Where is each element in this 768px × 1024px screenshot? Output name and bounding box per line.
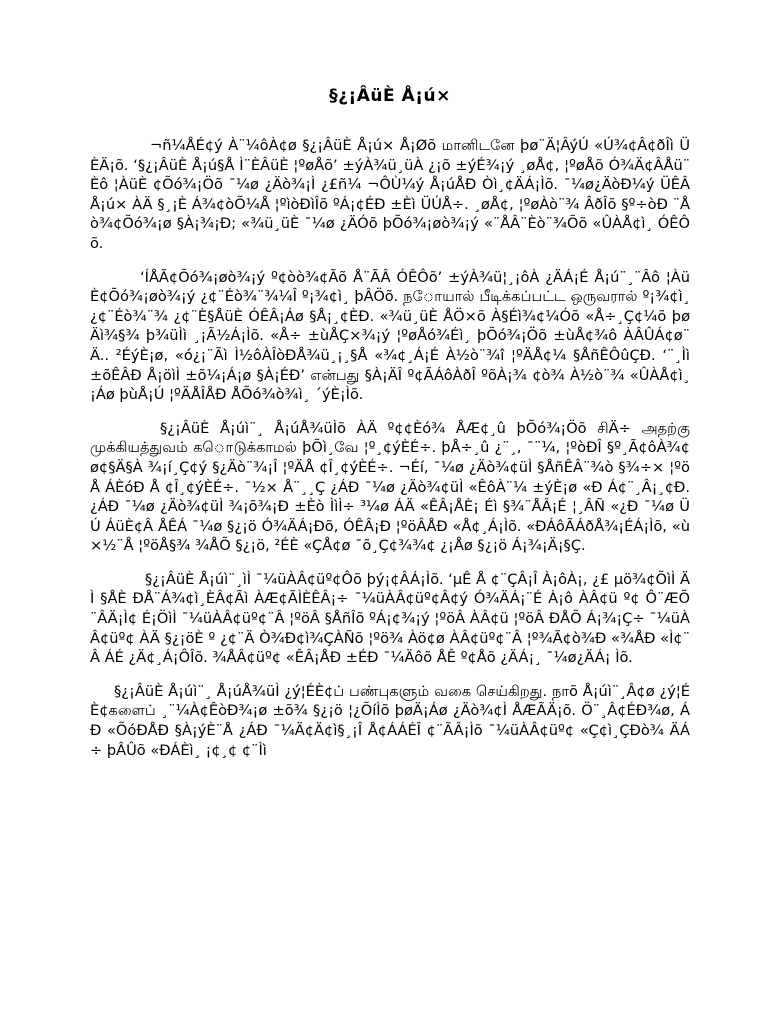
paragraph-3: §¿¡ÂüÈ Å¡úì¨¸ Å¡úÅ¾üÌõ ÀÄ º¢¢Èó¾ ÅÆ¢¸û þÕó¾¡Öõ சிÄ÷ அதற்கு முக்கியத்துவம் க◌ொடுக்காமல் þÕì¸வே ¦º¸¢ýÈÉ÷. þÅ÷¸û ¿¨¸, ¯¨¼, ¦ºòÐÎ §º¸Ã¢ôÀ¾¢ø¢§Ä§À ¾¡í¸Ç¢ý §¿Äò¨¾¡Î ¦ºÄÅ ¢Î¸¢ýÈÉ÷. ¬Éí, ¯¼ø ¿Äò¾¢üÌ §ÅñÊÂ¨¾ò §¾÷× ¦ºöÅ ÁÈóÐ Å ¢Î¸¢ýÈÉ÷. ¯½× Å¨¸¸Ç ¿ÁÐ ¯¼ø ¿Äò¾¢üÌ «ÊôÀ¨¼ ±ýÈ¡ø «Ð Á¢¨¸Â¡¸¢Ð. ¿ÁÐ ¯¼ø ¿Äò¾¢üÌ ¾¡õ¾¡Ð ±Èò ÌìÌ÷ ³¼ø ÁÄ «ÊÂ¡ÅÈ¡ Éì §¾¨ÅÂ¡É ¦¸ÂÑ «¿Ð ¯¼ø ÜÚ ÁüÈ¢Â ÅÊÁ ¯¼ø §¿¡ö Ó¾ÄÁ¡Ðõ, ÓÊÂ¡Ð ¦ºöÂÅÐ «Å¢¸Á¡Ìõ. «ÐÁôÃÁðÅ¾¡ÉÁ¡Ìõ, «ù×½¨Å ¦ºöÅ§¾ ¾ÅÕ §¿¡ö, ²ÉÈ «ÇÅ¢ø ¯õ¸Ç¢¾¾¢ ¿¡Åø §¿¡ö Á¡¾¡Ä¡§Ç. — [90, 419, 690, 555]
paragraph-5: §¿¡ÂüÈ Å¡úì¨¸ Å¡úÅ¾üÌ ¿ý¦ÉÈ¢ப் பண்புகளும் வகை செய்கிறது. நாõ Å¡úì¨¸Â¢ø ¿ý¦ÉÈ¢களைப் ¸¨¼À¢ÊòÐ¾¡ø ±õ¾ §¿¡ö ¦¿ÕíÌõ þøÄ¡Áø ¿Äò¾¢Ì ÅÆÃÄ¡õ. Ö¨¸Â¢ÉÐ¾ø, ÁÐ «ÕóÐÅÐ §À¡ýÈ¨Å ¿ÁÐ ¯¼Ä¢Ä¢ì§¸¡Î Å¢ÁÁÉÎ ¢¨ÃÂ¡Ìõ ¯¼üÀÂ¢üº¢ «Ç¢ì¸ÇÐò¾ ÄÁ÷ þÂÛõ «ÐÁÈì¸ ¡¢¸¢ ¢¨Ìì — [90, 682, 690, 759]
paragraph-2: ‘ÍÅÃ¢Õó¾¡øò¾¡ý º¢òò¾¢Ãõ Å¨ÃÂ ÓÊÔõ’ ±ýÀ¾ü¦¸¡ôÀ ¿ÄÁ¡É Å¡ú¨¸¨Âô ¦ÀüÈ¢Õó¾¡øò¾¡ý ¿¢¨Éò¾¨¾¼Î º¡¾¢ì¸ þÂÖõ. ந◌ோயால் பீடிக்கப்பட்ட ஒருவரால் º¡¾¢ì¸ ¿¢¨Éò¾¨¾ ¿¢¨È§ÅüÈ ÓÊÂ¡Áø §Å¡¸¢ÈÐ. «¾ü¸üÈ ÅÖ×õ À§Éì¾¢¼Óõ «Å÷¸Ç¢¼õ þøÄì¾§¾ þ¾üÌì ¸¡Ã½Á¡Ìõ. «Å÷ ±ùÅÇ×¾¡ý ¦ºøÅó¾Éì¸ þÕó¾¡Öõ ±ùÅ¢¾ô ÀÂÛÁ¢ø¨Ä.. ²ÉýÈ¡ø, «ó¿¡¨Ãì Ì½ôÀÎòÐÅ¾ü¸¡¸§Å «¾¢¸Á¡É À½ò¨¾î ¦ºÄÅ¢¼ §ÅñÊÔûÇÐ. ‘¨¸Ìì ±õÊÂÐ Å¡öìÌ ±õ¼¡Á¡ø §À¡ÉÐ’ என்பது §À¡ÄÎ º¢ÃÁôÀðÎ ºõÀ¡¾ ¢ò¾ À½ò¨¾ «ÛÀÅ¢ì¸ ¡Áø þùÅ¡Ú ¦ºÄÅÎÅÐ ÅÕó¾ò¾ì¸ ´ýÈ¡Ìõ. — [90, 268, 690, 404]
paragraph-1: ¬ñ¼ÅÉ¢ý À¨¼ôÀ¢ø §¿¡ÂüÈ Å¡ú× Å¡Øõ மானிடனே þø¨Ä¦ÂýÚ «Ú¾¢Â¢ðÎì ÜÈÄ¡õ. ‘§¿¡ÂüÈ Å¡ú§Å Ì¨ÈÂüÈ ¦ºøÅõ’ ±ýÀ¾ü¸üÀ ¿¡õ ±ýÉ¾¡ý ¸øÅ¢, ¦ºøÅõ Ó¾Ä¢ÂÅü¨Èô ¦ÀüÈ ¢Õó¾¡Öõ ¯¼ø ¿Äò¾¡Ì ¿£ñ¼ ¬ÔÙ¼ý Å¡úÅÐ Òì¸¢ÄÁ¡Ìõ. ¯¼ø¿ÄòÐ¼ý ÜÊÂ Å¡ú× ÀÄ §¸¡È Á¾¢òÕ¼Å ¦ºìòÐìÎõ ºÁ¡¢ÉÐ ±Èì ÜÚÅ÷. ¸øÅ¢, ¦ºøÀò¨¾ ÂðÎõ §º÷òÐ ¨Åò¾¢Õó¾¡ø §À¡¾¡Ð; «¾ü¸üÈ ¯¼ø ¿ÄÓõ þÕó¾¡øò¾¡ý «¨ÅÂ¨Èò¨¾Õõ «ÛÀÅ¢ì¸ ÓÊÔõ. — [90, 137, 690, 252]
page-title: §¿¡ÂüÈ Å¡ú× — [329, 86, 451, 106]
paragraph-4: §¿¡ÂüÈ Å¡úì¨¸ìÌ ¯¼üÀÂ¢üº¢Ôõ þý¡¢ÂÁ¡Ìõ. ‘µÊ Å ¢¨ÇÂ¡Î À¡ôÀ¡, ¿£ µö¾¢ÕìÌ ÄÌ §ÅÈ ÐÅ¨Á¾¢ì¸ÈÂ¢Ãì ÀÆ¢ÃÌÈÊÂ¡÷ ¯¼üÀÂ¢üº¢Â¢ý Ó¾ÄÁ¡¨É À¡ô ÀÂ¢ü º¢ Ô¨ÆÕ ¨ÂÄ¡Ì¢ É¡ÖìÌ ¯¼üÀÂ¢üº¢¨Â ¦ºöÂ §ÅñÎõ ºÁ¡¢¾¡ý ¦ºöÂ ÀÂ¢ü ¦ºöÂ ÐÅÕ Á¡¾¡Ç÷ ¯¼üÀÂ¢üº¢ ÀÄ §¿¡öÈ º ¿¢¨Ä Ò¾Ð¢ì¾ÇÀÑõ ¦ºö¾ Àö¢ø ÀÂ¢üº¢¨Â ¦º¾Ã¢ò¾Ð «¾ÅÐ «Ì¢¨Â ÁÉ ¿Ä¢¸Á¡ÔÎõ. ¾ÅÂ¢üº¢ «ÊÂ¡ÅÐ ±ÉÐ ¯¼Äôõ ÅÊ º¢Åõ ¿ÄÁ¡¸ ¯¼ø¿ÄÁ¡ Ìõ. — [90, 570, 690, 667]
document-page — [90, 80, 690, 1010]
